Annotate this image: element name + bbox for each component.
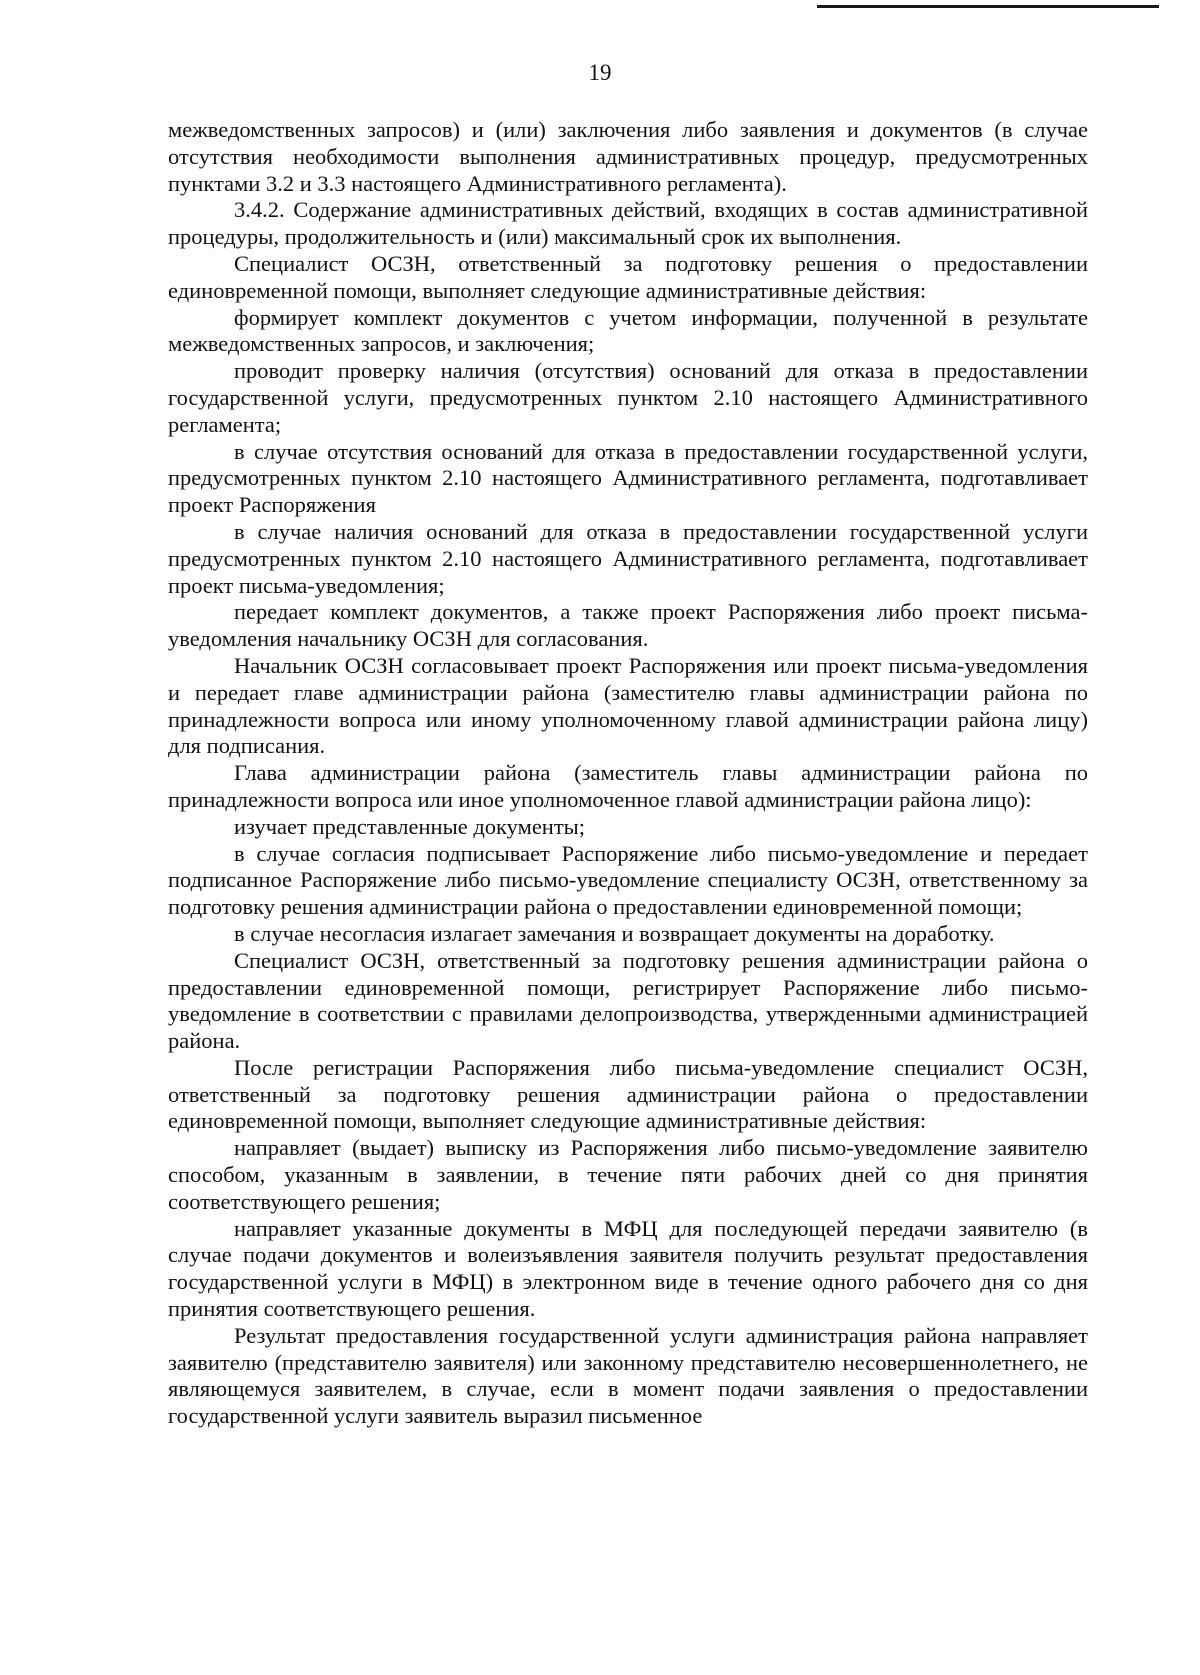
paragraph: Результат предоставления государственной услуги администрация района направляет заявителю (представителю заявителя) или законному представителю несовершеннолетнего, не являющемуся заявителем, в случае, если в момент подачи заявления о предоставлении государственной услуги заявитель выразил письменное — [168, 1322, 1088, 1429]
paragraph: в случае несогласия излагает замечания и возвращает документы на доработку. — [234, 920, 995, 946]
paragraph: в случае согласия подписывает Распоряжение либо письмо-уведомление и передает подписанное Распоряжение либо письмо-уведомление специалисту ОСЗН, ответственному за подготовку решения администрации района о предоставлении единовременной помощи; — [168, 840, 1088, 920]
page-number: 19 — [588, 60, 612, 85]
paragraph: 3.4.2. Содержание административных действий, входящих в состав административной процедуры, продолжительность и (или) максимальный срок их выполнения. — [168, 197, 1088, 250]
paragraph: в случае отсутствия оснований для отказа в предоставлении государственной услуги, предусмотренных пунктом 2.10 настоящего Административного регламента, подготавливает проект Распоряжения — [168, 438, 1088, 518]
paragraph: Специалист ОСЗН, ответственный за подготовку решения администрации района о предоставлении единовременной помощи, регистрирует Распоряжение либо письмо-уведомление в соответствии с правилами делопроизводства, утвержденными администрацией района. — [168, 947, 1088, 1054]
paragraph: изучает представленные документы; — [234, 813, 586, 839]
paragraph: направляет указанные документы в МФЦ для последующей передачи заявителю (в случае подачи документов и волеизъявления заявителя получить результат предоставления государственной услуги в МФЦ) в электронном виде в течение одного рабочего дня со дня принятия соответствующего решения. — [168, 1215, 1088, 1322]
paragraph: передает комплект документов, а также проект Распоряжения либо проект письма-уведомления начальнику ОСЗН для согласования. — [168, 599, 1088, 652]
paragraph: Специалист ОСЗН, ответственный за подготовку решения о предоставлении единовременной помощи, выполняет следующие административные действия: — [168, 250, 1088, 303]
body-text — [168, 117, 1088, 1430]
top-rule — [817, 5, 1159, 8]
paragraph: Начальник ОСЗН согласовывает проект Распоряжения или проект письма-уведомления и передает главе администрации района (заместителю главы администрации района по принадлежности вопроса или иному уполномоченному главой администрации района лицу) для подписания. — [168, 652, 1088, 759]
paragraph: Глава администрации района (заместитель главы администрации района по принадлежности вопроса или иное уполномоченное главой администрации района лицо): — [168, 760, 1088, 812]
paragraph: направляет (выдает) выписку из Распоряжения либо письмо-уведомление заявителю способом, указанным в заявлении, в течение пяти рабочих дней со дня принятия соответствующего решения; — [168, 1135, 1088, 1214]
paragraph: межведомственных запросов) и (или) заключения либо заявления и документов (в случае отсутствия необходимости выполнения административных процедур, предусмотренных пунктами 3.2 и 3.3 настоящего Административного регламента). — [168, 117, 1088, 196]
paragraph: проводит проверку наличия (отсутствия) оснований для отказа в предоставлении государственной услуги, предусмотренных пунктом 2.10 настоящего Административного регламента; — [168, 358, 1088, 437]
paragraph: формирует комплект документов с учетом информации, полученной в результате межведомственных запросов, и заключения; — [168, 304, 1088, 357]
paragraph: в случае наличия оснований для отказа в предоставлении государственной услуги предусмотренных пунктом 2.10 настоящего Административного регламента, подготавливает проект письма-уведомления; — [168, 518, 1088, 598]
paragraph: После регистрации Распоряжения либо письма-уведомление специалист ОСЗН, ответственный за подготовку решения администрации района о предоставлении единовременной помощи, выполняет следующие административные действия: — [168, 1054, 1088, 1134]
